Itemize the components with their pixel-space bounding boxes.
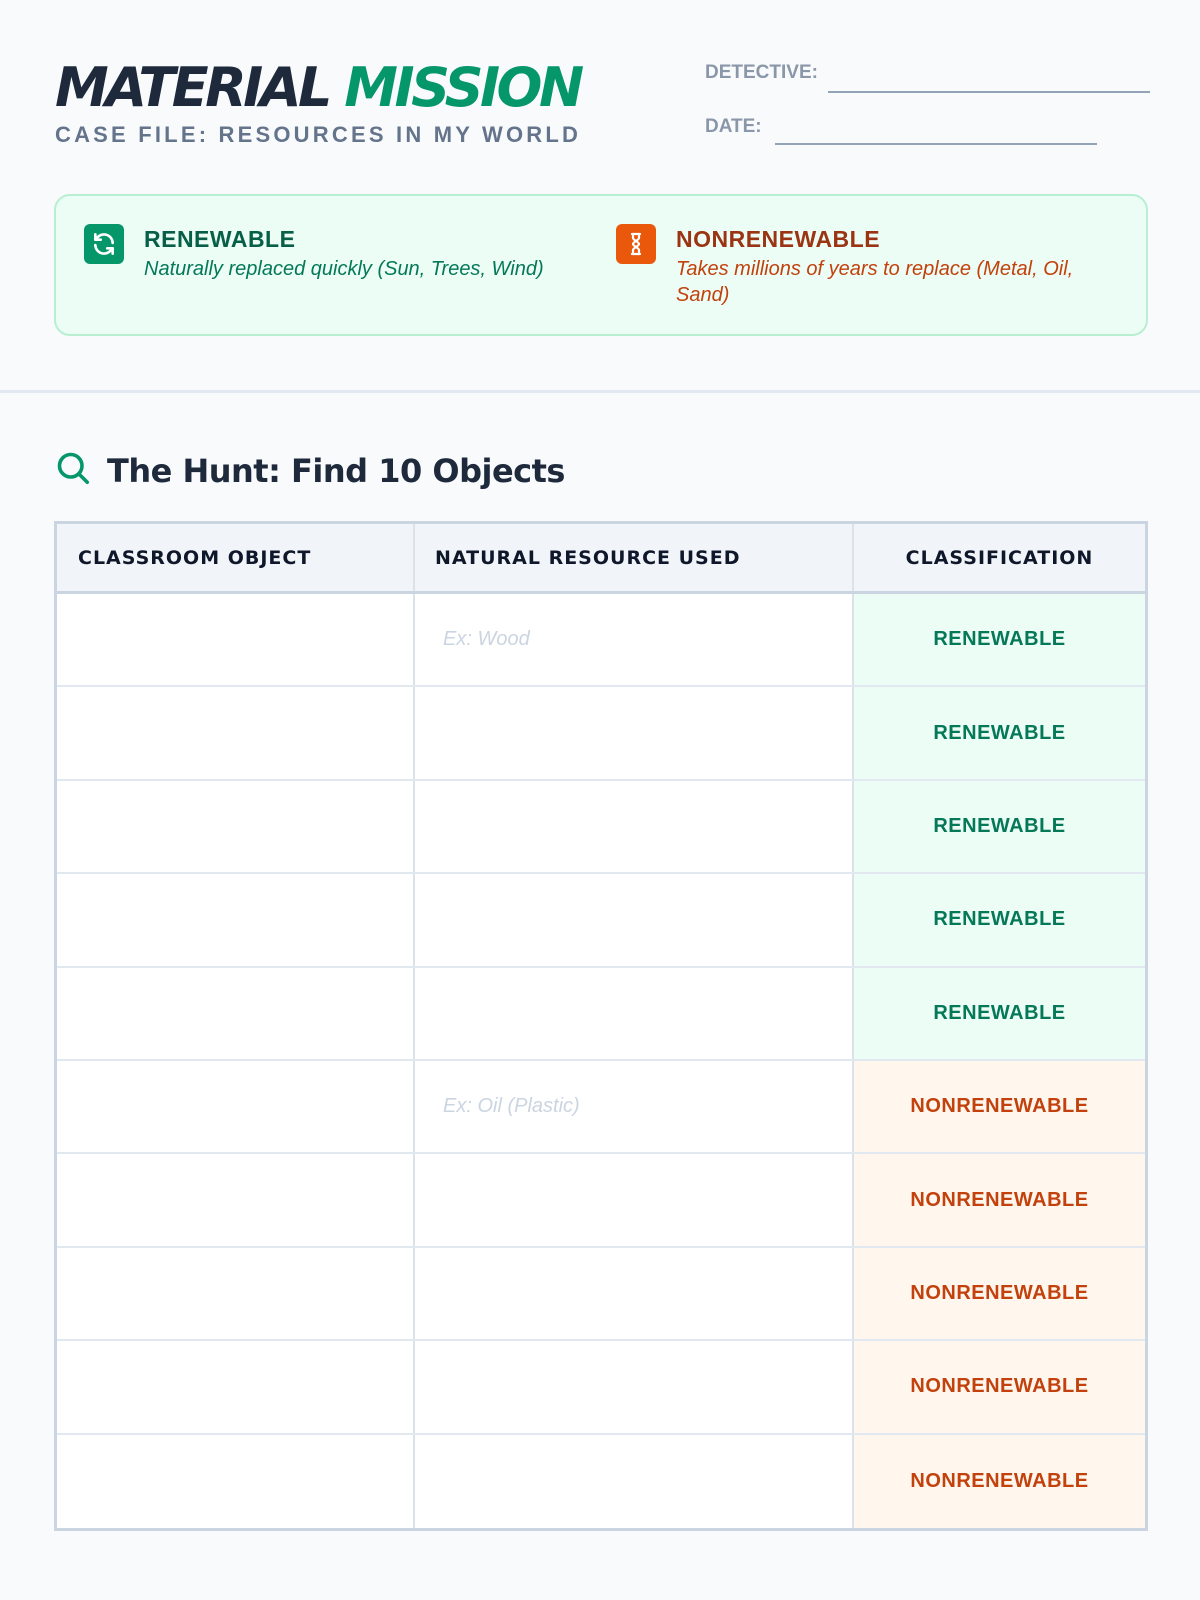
resource-cell[interactable] xyxy=(415,687,854,778)
classification-cell[interactable]: RENEWABLE xyxy=(854,874,1145,965)
column-header-resource: NATURAL RESOURCE USED xyxy=(415,524,854,591)
classification-cell[interactable]: RENEWABLE xyxy=(854,781,1145,872)
date-field[interactable] xyxy=(705,114,1150,168)
column-header-classification: CLASSIFICATION xyxy=(905,546,1094,569)
search-icon xyxy=(55,450,91,491)
hunt-section-title: The Hunt: Find 10 Objects xyxy=(107,451,565,490)
resource-cell[interactable] xyxy=(415,1248,854,1339)
page-subtitle: CASE FILE: RESOURCES IN MY WORLD xyxy=(55,122,582,147)
detective-field[interactable] xyxy=(705,60,1150,114)
classification-cell[interactable]: RENEWABLE xyxy=(854,968,1145,1059)
resource-cell[interactable] xyxy=(415,874,854,965)
classification-cell[interactable]: RENEWABLE xyxy=(854,594,1145,685)
date-write-line[interactable] xyxy=(775,143,1097,145)
classification-cell[interactable]: NONRENEWABLE xyxy=(854,1154,1145,1245)
legend-renewable-title: RENEWABLE xyxy=(144,226,296,252)
section-divider xyxy=(0,390,1200,393)
object-cell[interactable] xyxy=(57,687,415,778)
worksheet-header xyxy=(55,56,581,148)
recycle-icon xyxy=(84,224,124,264)
detective-write-line[interactable] xyxy=(828,91,1150,93)
detective-label: DETECTIVE: xyxy=(705,62,818,83)
table-row xyxy=(57,594,1145,687)
table-header xyxy=(57,524,1145,594)
table-row xyxy=(57,1341,1145,1434)
classification-cell[interactable]: RENEWABLE xyxy=(854,687,1145,778)
object-cell[interactable] xyxy=(57,1341,415,1432)
resource-cell[interactable] xyxy=(415,1154,854,1245)
table-row xyxy=(57,968,1145,1061)
object-cell[interactable] xyxy=(57,1061,415,1152)
column-header-object: CLASSROOM OBJECT xyxy=(57,524,415,591)
table-row xyxy=(57,1154,1145,1247)
object-cell[interactable] xyxy=(57,1248,415,1339)
resource-cell[interactable] xyxy=(415,968,854,1059)
classification-cell[interactable]: NONRENEWABLE xyxy=(854,1061,1145,1152)
object-cell[interactable] xyxy=(57,594,415,685)
resource-cell[interactable] xyxy=(415,1341,854,1432)
resource-legend xyxy=(54,194,1148,336)
classification-cell[interactable]: NONRENEWABLE xyxy=(854,1435,1145,1528)
resource-example-hint: Ex: Oil (Plastic) xyxy=(443,1095,580,1118)
object-cell[interactable] xyxy=(57,1435,415,1528)
table-row xyxy=(57,781,1145,874)
table-body xyxy=(57,594,1145,1528)
date-label: DATE: xyxy=(705,116,762,137)
legend-nonrenewable-title: NONRENEWABLE xyxy=(676,226,881,252)
title-part-material: MATERIAL xyxy=(55,56,329,119)
classification-cell[interactable]: NONRENEWABLE xyxy=(854,1341,1145,1432)
title-part-mission: MISSION xyxy=(344,56,581,119)
legend-nonrenewable-description: Takes millions of years to replace (Metal, Oil, Sand) xyxy=(676,258,1074,306)
resource-cell[interactable] xyxy=(415,594,854,685)
hourglass-icon xyxy=(616,224,656,264)
table-row xyxy=(57,1061,1145,1154)
resource-cell[interactable] xyxy=(415,1435,854,1528)
resource-example-hint: Ex: Wood xyxy=(443,628,530,651)
student-info xyxy=(705,60,1150,168)
objects-table xyxy=(54,521,1148,1531)
table-row xyxy=(57,874,1145,967)
hunt-section-heading xyxy=(55,450,565,491)
resource-cell[interactable] xyxy=(415,781,854,872)
page-title xyxy=(55,56,581,120)
classification-cell[interactable]: NONRENEWABLE xyxy=(854,1248,1145,1339)
table-row xyxy=(57,1435,1145,1528)
object-cell[interactable] xyxy=(57,1154,415,1245)
resource-cell[interactable] xyxy=(415,1061,854,1152)
table-row xyxy=(57,687,1145,780)
object-cell[interactable] xyxy=(57,781,415,872)
legend-renewable-description: Naturally replaced quickly (Sun, Trees, Wind) xyxy=(144,258,544,280)
table-row xyxy=(57,1248,1145,1341)
object-cell[interactable] xyxy=(57,968,415,1059)
object-cell[interactable] xyxy=(57,874,415,965)
